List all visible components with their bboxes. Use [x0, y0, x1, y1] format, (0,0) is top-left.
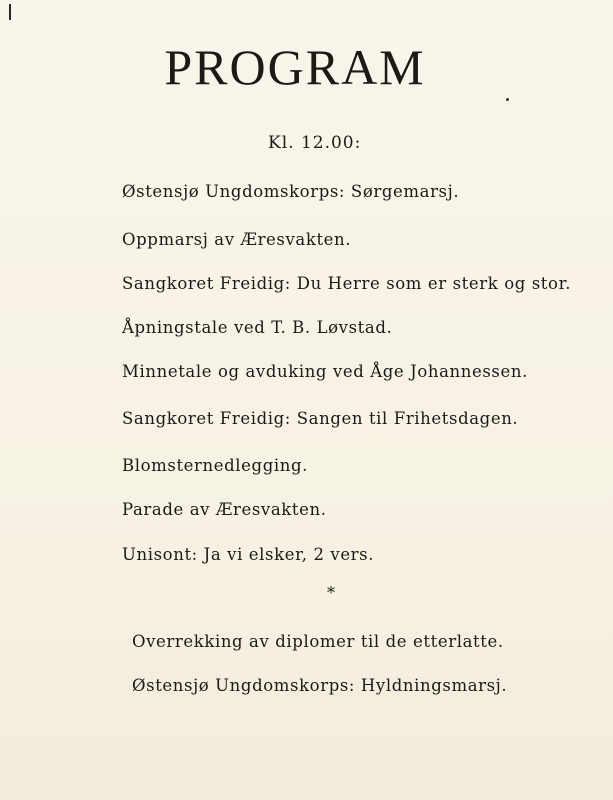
program-item: Østensjø Ungdomskorps: Hyldningsmarsj.: [132, 676, 508, 695]
program-item: Åpningstale ved T. B. Løvstad.: [122, 318, 393, 337]
start-time: Kl. 12.00:: [268, 133, 362, 153]
program-item: Minnetale og avduking ved Åge Johannessen.: [122, 362, 528, 381]
page-title: PROGRAM: [164, 39, 426, 95]
program-item: Sangkoret Freidig: Du Herre som er sterk og stor.: [122, 274, 572, 293]
program-item: Oppmarsj av Æresvakten.: [122, 230, 352, 249]
edge-mark: [9, 4, 11, 20]
program-item: Parade av Æresvakten.: [122, 500, 327, 519]
separator-asterisk: *: [327, 583, 335, 602]
program-item: Unisont: Ja vi elsker, 2 vers.: [122, 545, 375, 564]
program-item: Østensjø Ungdomskorps: Sørgemarsj.: [122, 182, 460, 201]
program-item: Blomsternedlegging.: [122, 456, 308, 475]
program-item: Sangkoret Freidig: Sangen til Frihetsdagen.: [122, 409, 519, 428]
paper-speck: [506, 98, 509, 101]
program-item: Overrekking av diplomer til de etterlatte.: [132, 632, 504, 651]
